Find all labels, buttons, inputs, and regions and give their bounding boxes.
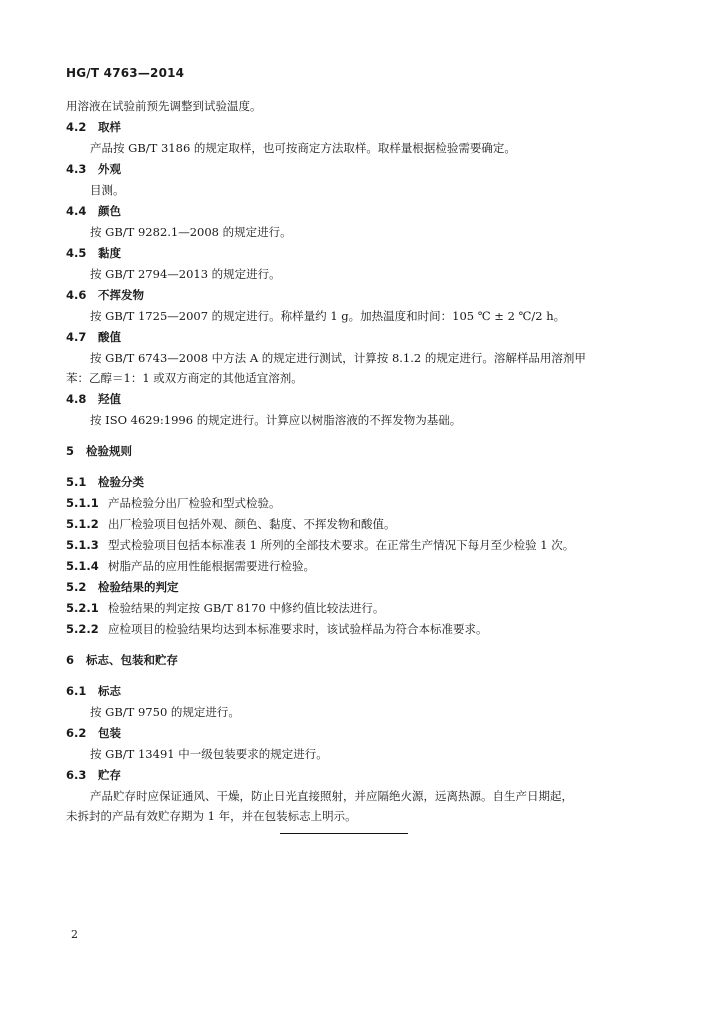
end-of-standard-rule xyxy=(280,833,408,834)
chapter-number-5: 5 xyxy=(66,444,75,458)
clause-number-6-2: 6.2 xyxy=(66,726,87,740)
clause-body-5-1-4: 树脂产品的应用性能根据需要进行检验。 xyxy=(108,559,315,573)
clause-number-4-3: 4.3 xyxy=(66,162,87,176)
clause-body-5-2-1: 检验结果的判定按 GB/T 8170 中修约值比较法进行。 xyxy=(108,601,385,615)
clause-body-6-3-line1: 产品贮存时应保证通风、干燥，防止日光直接照射，并应隔绝火源，远离热源。自生产日期起， xyxy=(90,789,573,803)
clause-title-inspection-classification: 检验分类 xyxy=(98,475,144,489)
clause-title-hydroxyl-value: 羟值 xyxy=(98,392,121,406)
clause-body-5-1-1: 产品检验分出厂检验和型式检验。 xyxy=(108,496,281,510)
chapter-number-6: 6 xyxy=(66,653,75,667)
clause-body-4-3: 目测。 xyxy=(90,183,125,197)
clause-body-4-7-line2: 苯：乙醇＝1：1 或双方商定的其他适宜溶剂。 xyxy=(66,371,303,385)
clause-title-sampling: 取样 xyxy=(98,120,121,134)
clause-body-6-1: 按 GB/T 9750 的规定进行。 xyxy=(90,705,240,719)
clause-title-result-judgement: 检验结果的判定 xyxy=(98,580,179,594)
clause-number-5-1-2: 5.1.2 xyxy=(66,517,99,531)
clause-title-storage: 贮存 xyxy=(98,768,121,782)
clause-body-4-5: 按 GB/T 2794—2013 的规定进行。 xyxy=(90,267,281,281)
clause-body-5-1-2: 出厂检验项目包括外观、颜色、黏度、不挥发物和酸值。 xyxy=(108,517,396,531)
clause-number-4-5: 4.5 xyxy=(66,246,87,260)
clause-number-5-1-1: 5.1.1 xyxy=(66,496,99,510)
clause-number-4-2: 4.2 xyxy=(66,120,87,134)
clause-number-5-2: 5.2 xyxy=(66,580,87,594)
clause-title-appearance: 外观 xyxy=(98,162,121,176)
page-number: 2 xyxy=(71,928,78,941)
clause-body-5-1-3: 型式检验项目包括本标准表 1 所列的全部技术要求。在正常生产情况下每月至少检验 1 次。 xyxy=(108,538,575,552)
clause-number-5-2-1: 5.2.1 xyxy=(66,601,99,615)
clause-number-6-1: 6.1 xyxy=(66,684,87,698)
clause-number-4-4: 4.4 xyxy=(66,204,87,218)
clause-body-4-7-line1: 按 GB/T 6743—2008 中方法 A 的规定进行测试，计算按 8.1.2 的规定进行。溶解样品用溶剂甲 xyxy=(90,351,586,365)
clause-title-nonvolatile: 不挥发物 xyxy=(98,288,144,302)
clause-number-5-1-3: 5.1.3 xyxy=(66,538,99,552)
clause-body-4-2: 产品按 GB/T 3186 的规定取样，也可按商定方法取样。取样量根据检验需要确定。 xyxy=(90,141,516,155)
clause-title-viscosity: 黏度 xyxy=(98,246,121,260)
clause-title-marking: 标志 xyxy=(98,684,121,698)
clause-body-4-8: 按 ISO 4629:1996 的规定进行。计算应以树脂溶液的不挥发物为基础。 xyxy=(90,413,462,427)
clause-number-5-1: 5.1 xyxy=(66,475,87,489)
clause-body-4-6: 按 GB/T 1725—2007 的规定进行。称样量约 1 g。加热温度和时间：105 ℃ ± 2 ℃/2 h。 xyxy=(90,309,566,323)
clause-title-packaging: 包装 xyxy=(98,726,121,740)
clause-number-4-8: 4.8 xyxy=(66,392,87,406)
standard-number-header: HG/T 4763—2014 xyxy=(66,66,185,80)
clause-number-4-6: 4.6 xyxy=(66,288,87,302)
continued-paragraph: 用溶液在试验前预先调整到试验温度。 xyxy=(66,99,262,113)
clause-body-5-2-2: 应检项目的检验结果均达到本标准要求时，该试验样品为符合本标准要求。 xyxy=(108,622,488,636)
chapter-title-inspection-rules: 检验规则 xyxy=(86,444,132,458)
clause-body-6-3-line2: 未拆封的产品有效贮存期为 1 年，并在包装标志上明示。 xyxy=(66,809,357,823)
clause-number-5-1-4: 5.1.4 xyxy=(66,559,99,573)
clause-title-acid-value: 酸值 xyxy=(98,330,121,344)
clause-body-4-4: 按 GB/T 9282.1—2008 的规定进行。 xyxy=(90,225,292,239)
clause-title-color: 颜色 xyxy=(98,204,121,218)
clause-number-6-3: 6.3 xyxy=(66,768,87,782)
chapter-title-marking-packaging-storage: 标志、包装和贮存 xyxy=(86,653,178,667)
clause-number-4-7: 4.7 xyxy=(66,330,87,344)
clause-number-5-2-2: 5.2.2 xyxy=(66,622,99,636)
clause-body-6-2: 按 GB/T 13491 中一级包装要求的规定进行。 xyxy=(90,747,328,761)
